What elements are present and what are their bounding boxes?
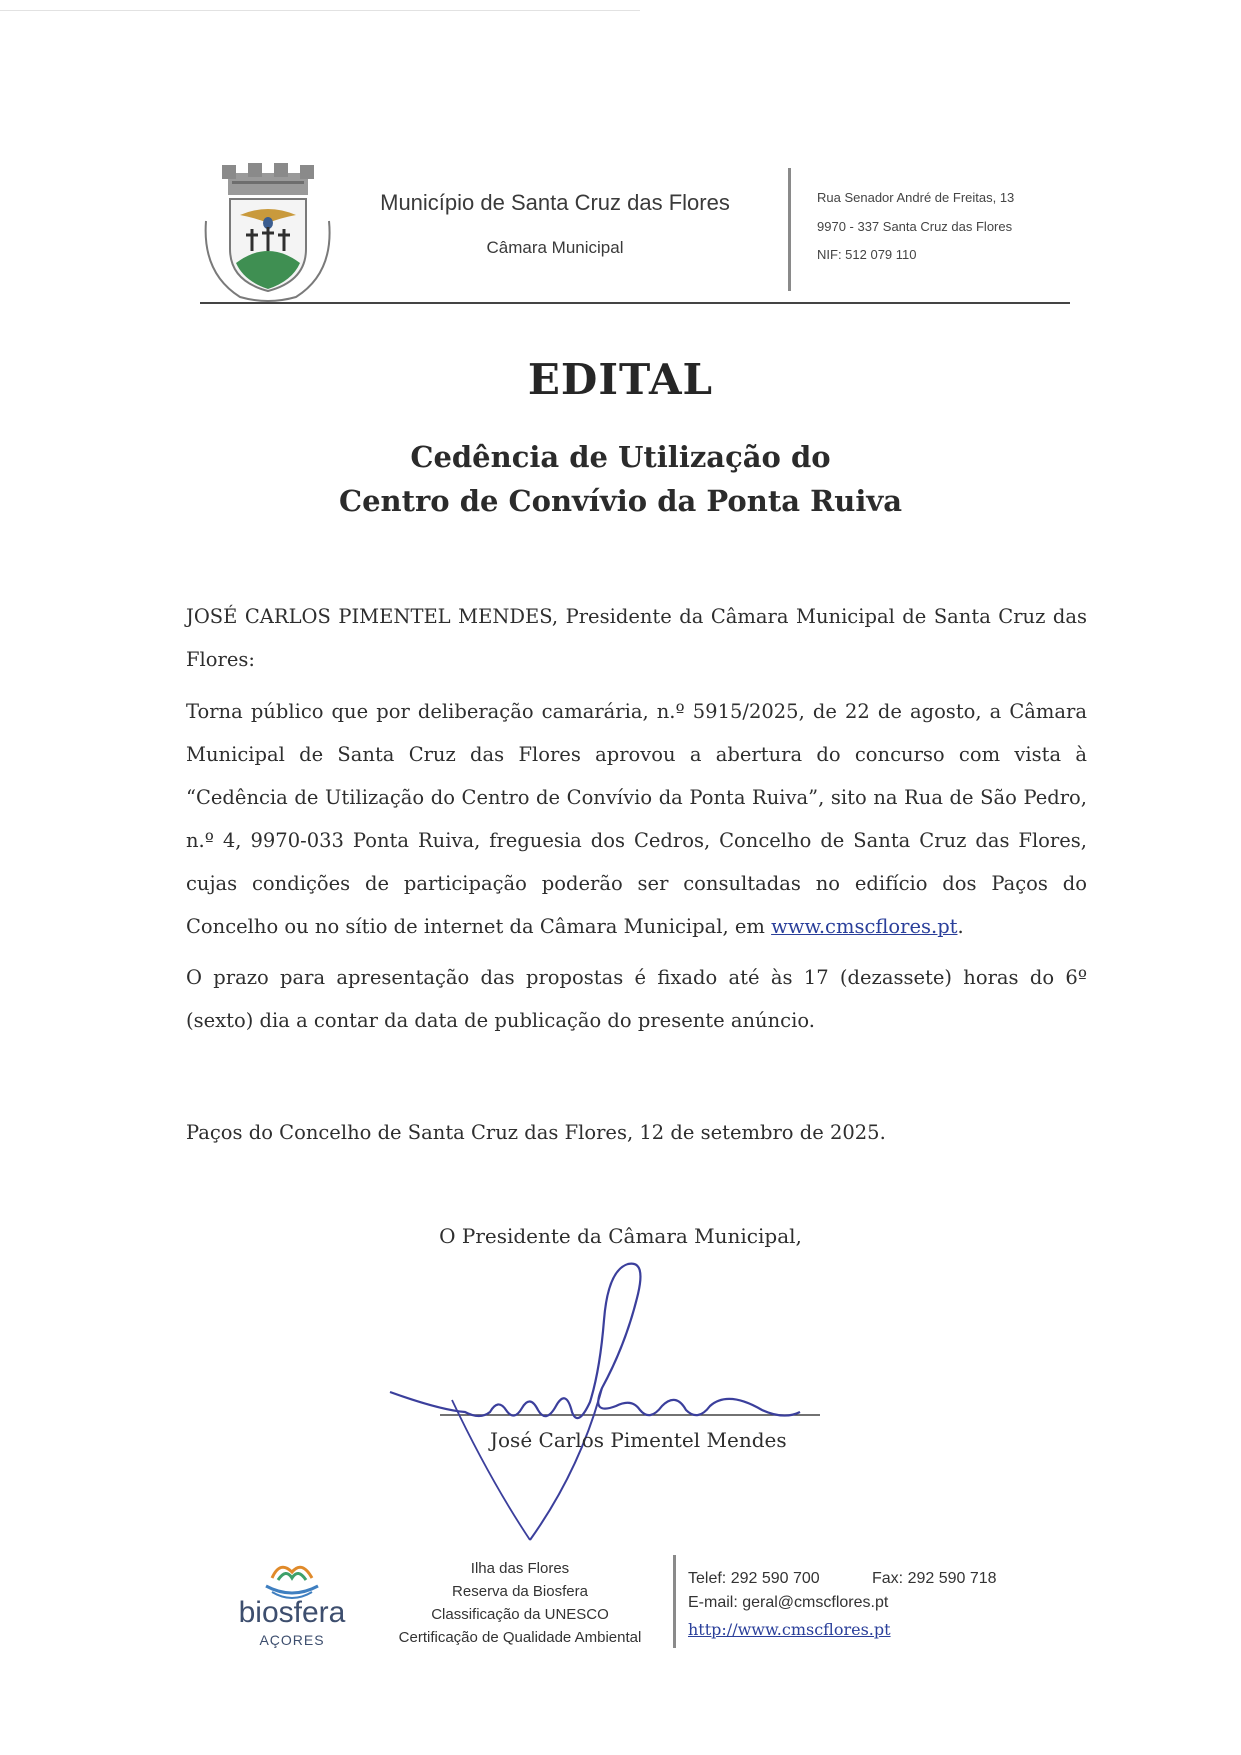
header-rule (200, 302, 1070, 304)
address-line-2: 9970 - 337 Santa Cruz das Flores (817, 219, 1013, 234)
department-name: Câmara Municipal (486, 238, 624, 257)
footer-website-container (688, 1620, 891, 1640)
header-divider (788, 168, 791, 291)
website-link[interactable]: www.cmscflores.pt (771, 915, 958, 938)
place-and-date: Paços do Concelho de Santa Cruz das Flores, 12 de setembro de 2025. (186, 1121, 886, 1144)
announcement-period: . (957, 915, 964, 938)
footer-divider (673, 1555, 676, 1648)
footer-line-2: Reserva da Biosfera (452, 1583, 588, 1600)
handwritten-signature (380, 1260, 830, 1560)
nif-number: NIF: 512 079 110 (817, 247, 917, 262)
deadline-paragraph: O prazo para apresentação das propostas é fixado até às 17 (dezassete) horas do 6º (sexto) dia a contar da data de publicação do presente anúncio. (186, 966, 1087, 1032)
municipality-name: Município de Santa Cruz das Flores (380, 190, 730, 215)
subtitle-line-2: Centro de Convívio da Ponta Ruiva (339, 484, 902, 518)
footer-website-link[interactable]: http://www.cmscflores.pt (688, 1620, 891, 1639)
footer-email: E-mail: geral@cmscflores.pt (688, 1594, 889, 1611)
announcement-paragraph (186, 690, 1087, 948)
footer-line-3: Classificação da UNESCO (431, 1606, 609, 1623)
footer-line-4: Certificação de Qualidade Ambiental (398, 1629, 642, 1646)
announcement-text: Torna público que por deliberação camarária, n.º 5915/2025, de 22 de agosto, a Câmara Municipal de Santa Cruz das Flores aprovou a abertura do concurso com vista à “Cedência de Utilização do Centro de Convívio da Ponta Ruiva”, sito na Rua de São Pedro, n.º 4, 9970-033 Ponta Ruiva, freguesia dos Cedros, Concelho de Santa Cruz das Flores, cujas condições de participação poderão ser consultadas no edifício dos Paços do Concelho ou no sítio de internet da Câmara Municipal, em (186, 700, 1087, 938)
address-line-1: Rua Senador André de Freitas, 13 (817, 190, 1015, 205)
signatory-name: José Carlos Pimentel Mendes (490, 1428, 787, 1452)
footer-line-1: Ilha das Flores (470, 1560, 570, 1577)
document-title: EDITAL (527, 355, 714, 404)
subtitle-line-1: Cedência de Utilização do (410, 440, 831, 474)
intro-paragraph: JOSÉ CARLOS PIMENTEL MENDES, Presidente da Câmara Municipal de Santa Cruz das Flores: (186, 605, 1087, 671)
footer-phone: Telef: 292 590 700 (688, 1570, 820, 1587)
biosfera-wordmark: biosfera (238, 1596, 346, 1629)
scan-edge-line (0, 10, 640, 11)
footer-fax: Fax: 292 590 718 (872, 1570, 997, 1587)
municipal-crest-logo (200, 163, 335, 305)
biosfera-subtitle: AÇORES (259, 1632, 325, 1648)
signatory-title: O Presidente da Câmara Municipal, (439, 1224, 802, 1248)
